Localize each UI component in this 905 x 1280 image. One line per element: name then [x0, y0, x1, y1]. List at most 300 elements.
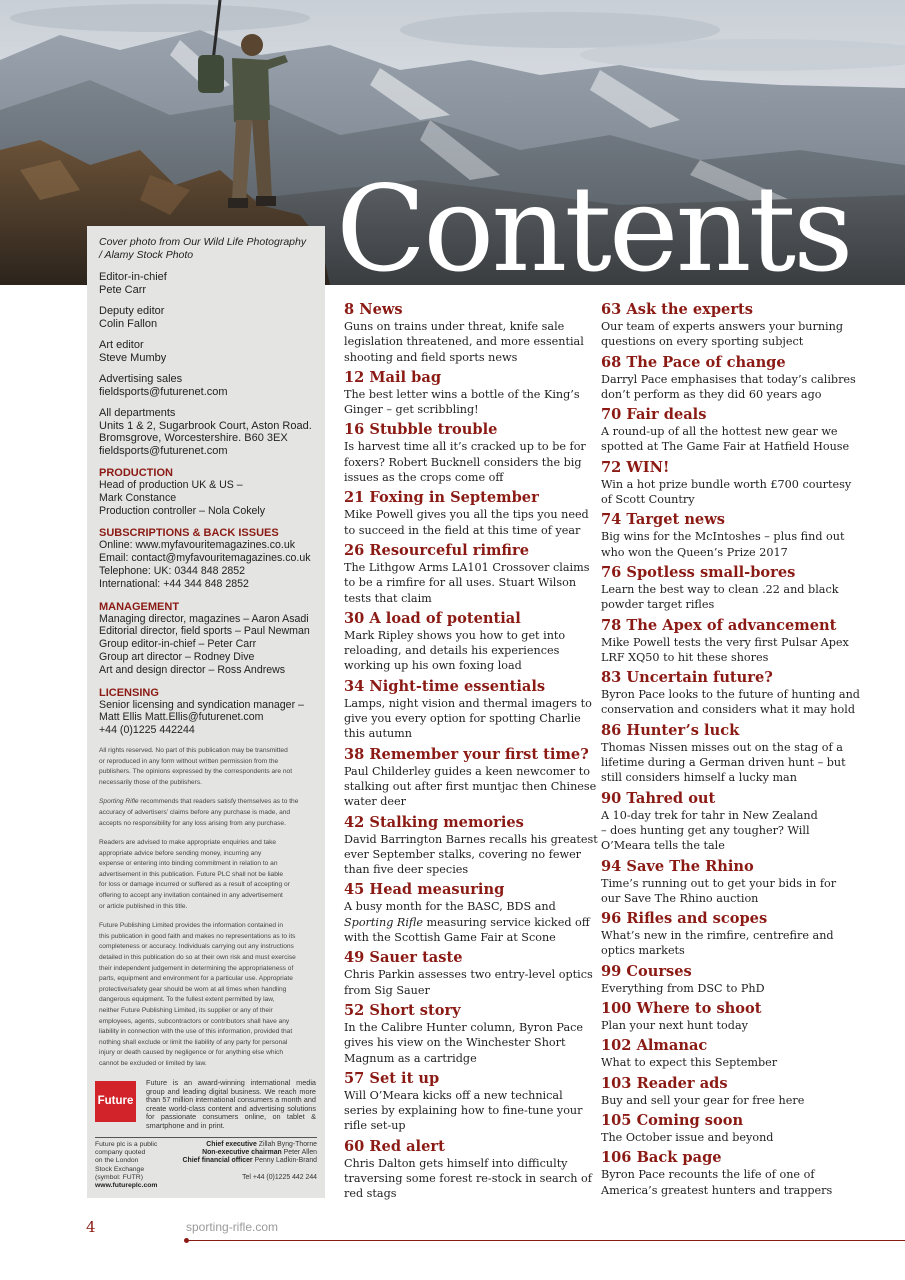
entry-description-line: In the Calibre Hunter column, Byron Pace [344, 1020, 583, 1034]
footer-website[interactable]: sporting-rifle.com [186, 1220, 279, 1234]
entry-page-number: 99 [601, 962, 622, 980]
legal-line: expense or entering into binding commitment in relation to an [99, 860, 278, 868]
contents-column-right [601, 301, 860, 1202]
page-title: Contents [336, 160, 851, 298]
entry-description [601, 477, 851, 508]
entry-heading[interactable] [601, 617, 851, 635]
entry-description [344, 764, 597, 810]
entry-heading[interactable] [601, 790, 851, 808]
entry-title: Short story [369, 1001, 461, 1019]
contents-entry[interactable] [601, 963, 851, 996]
entry-description-line: O’Meara tells the tale [601, 839, 725, 853]
entry-description-line: rifle set-up [344, 1119, 406, 1133]
entry-title: Night-time essentials [369, 677, 546, 695]
section-heading: MANAGEMENT [99, 600, 180, 613]
contents-entry[interactable] [344, 678, 594, 742]
entry-description-line: ever September stalks, covering no fewer [344, 847, 582, 861]
entry-heading[interactable] [601, 511, 851, 529]
entry-page-number: 86 [601, 721, 622, 739]
contents-entry[interactable] [601, 722, 851, 786]
entry-description [601, 424, 851, 455]
entry-page-number: 45 [344, 881, 365, 899]
entry-description-line: powder target rifles [601, 598, 715, 612]
entry-page-number: 38 [344, 745, 365, 763]
section-line: Art and design director – Ross Andrews [99, 663, 286, 676]
legal-line: or article published in this title. [99, 902, 188, 910]
entry-description-line: Learn the best way to clean .22 and black [601, 582, 839, 596]
entry-page-number: 106 [601, 1149, 632, 1167]
entry-description-line: The best letter wins a bottle of the King’s [344, 387, 580, 401]
entry-heading[interactable] [344, 678, 594, 696]
entry-title: Mail bag [369, 368, 442, 386]
entry-page-number: 8 [344, 301, 355, 318]
contents-entry[interactable] [601, 790, 851, 854]
exec-name: Penny Ladkin-Brand [254, 1157, 317, 1165]
entry-description-line: Our team of experts answers your burning [601, 320, 844, 333]
entry-description [344, 1088, 594, 1134]
entry-title: Sauer taste [369, 949, 463, 967]
entry-title: Almanac [636, 1037, 708, 1055]
entry-heading[interactable] [601, 722, 851, 740]
entry-description-line: Mike Powell tests the very first Pulsar Apex [601, 635, 849, 649]
entry-heading[interactable] [344, 489, 594, 507]
entry-description [344, 628, 594, 674]
entry-page-number: 96 [601, 910, 622, 928]
legal-line: publishers. The opinions expressed by the correspondents are not [99, 768, 293, 776]
contents-entry[interactable] [344, 881, 594, 945]
entry-description [601, 1018, 851, 1033]
exec-name: Peter Allen [283, 1149, 317, 1157]
legal-paragraph [99, 838, 314, 912]
entry-description-line: What to expect this September [601, 1056, 778, 1070]
entry-heading[interactable] [344, 1070, 594, 1088]
entry-description-line: – does hunting get any tougher? Will [601, 823, 810, 837]
contents-entry[interactable] [344, 1138, 594, 1202]
entry-title: Foxing in September [369, 489, 539, 507]
entry-title: Stalking memories [369, 813, 524, 831]
entry-heading[interactable] [601, 1000, 851, 1018]
contents-entry[interactable] [344, 813, 598, 878]
entry-title: Fair deals [626, 406, 707, 424]
contents-entry[interactable] [601, 511, 851, 560]
section-subscriptions [99, 527, 314, 590]
entry-page-number: 78 [601, 616, 622, 634]
entry-description [601, 740, 851, 786]
entry-heading[interactable] [344, 1002, 594, 1020]
contents-entry[interactable] [344, 610, 594, 674]
entry-description-line: Magnum as a cartridge [344, 1051, 477, 1065]
entry-title: Where to shoot [636, 1000, 762, 1018]
entry-description [601, 635, 851, 666]
entry-title: Hunter’s luck [626, 721, 740, 739]
entry-description-line: stalking out after first muntjac then Chinese [344, 779, 597, 793]
entry-description-line: Big wins for the McIntoshes – plus find out [601, 530, 845, 544]
entry-description [601, 529, 851, 560]
contents-entry[interactable] [344, 301, 594, 365]
entry-heading[interactable] [601, 1075, 851, 1093]
entry-description-line: A round-up of all the hottest new gear we [601, 425, 838, 439]
legal-paragraph [99, 746, 314, 788]
role-deputy-editor [99, 305, 314, 330]
entry-description [344, 696, 594, 742]
contents-entry[interactable] [601, 1149, 851, 1198]
exec-row [167, 1157, 317, 1165]
role-title: Art editor [99, 339, 144, 351]
contents-entry[interactable] [601, 353, 856, 403]
contents-entry[interactable] [344, 1002, 594, 1066]
section-production [99, 467, 314, 517]
entry-description [344, 439, 594, 485]
exec-name: Zillah Byng-Thorne [258, 1141, 317, 1148]
entry-description [344, 319, 594, 365]
entry-description [601, 1093, 851, 1108]
entry-heading[interactable] [601, 1112, 851, 1130]
entry-description-line: Buy and sell your gear for free here [601, 1093, 805, 1107]
contents-entry[interactable] [601, 669, 860, 718]
legal-line: liability in connection with the use of this information, provided that [99, 1028, 293, 1036]
role-email[interactable]: fieldsports@futurenet.com [99, 385, 228, 398]
footer-rule [186, 1240, 905, 1241]
entry-description-line: than five deer species [344, 863, 469, 877]
legal-line: advertisement in this publication. Future PLC shall not be liable [99, 870, 283, 878]
section-management [99, 601, 314, 677]
entry-title: Red alert [369, 1137, 445, 1155]
entry-page-number: 72 [601, 458, 622, 476]
entry-description-line: water deer [344, 795, 407, 809]
entry-description [601, 687, 860, 718]
legal-line: appropriate advice before sending money, incurring any [99, 849, 262, 857]
section-line: Group art director – Rodney Dive [99, 650, 255, 663]
entry-description-line: working up his own foxing load [344, 659, 522, 673]
plc-line: Stock Exchange [95, 1165, 145, 1173]
entry-heading[interactable] [601, 963, 851, 981]
contents-entry[interactable] [601, 910, 851, 959]
entry-description [601, 808, 851, 854]
entry-heading[interactable] [344, 746, 594, 764]
future-blurb: Future is an award-winning international media group and leading digital business. We reach more than 57 million international consumers a month and create world-class content and advertising solutions for passionate consumers online, on tablet & smartphone and in print. [146, 1078, 316, 1130]
section-line: International: +44 344 848 2852 [99, 577, 249, 590]
entry-title: Courses [626, 962, 692, 980]
entry-title: A load of potential [369, 609, 521, 627]
entry-description [344, 1156, 594, 1202]
entry-description-line: Chris Dalton gets himself into difficulty [344, 1156, 568, 1170]
entry-title: News [359, 301, 403, 318]
entry-description-line: legislation threatened, and more essential [344, 335, 584, 349]
section-line: Managing director, magazines – Aaron Asadi [99, 612, 309, 625]
entry-title: Target news [626, 511, 725, 529]
entry-description-line: Win a hot prize bundle worth £700 courtesy [601, 477, 852, 491]
entry-description-line: America’s greatest hunters and trappers [601, 1183, 833, 1197]
entry-heading[interactable] [601, 354, 851, 372]
entry-description-line: Mark Ripley shows you how to get into [344, 628, 566, 642]
contents-column-left [344, 301, 598, 1206]
exec-title: Chief financial officer [182, 1157, 253, 1165]
role-name: Pete Carr [99, 283, 147, 296]
legal-line: for loss or damage incurred or suffered as a result of accepting or [99, 881, 290, 889]
section-line[interactable]: Online: www.myfavouritemagazines.co.uk [99, 539, 296, 552]
section-line: Editorial director, field sports – Paul Newman [99, 625, 310, 638]
entry-description [601, 981, 851, 996]
section-line: Group editor-in-chief – Peter Carr [99, 638, 257, 651]
section-heading: SUBSCRIPTIONS & BACK ISSUES [99, 527, 279, 540]
contents-entry[interactable] [601, 1037, 851, 1070]
legal-line: offering to accept any invitation contained in any advertisement [99, 892, 283, 900]
contents-entry[interactable] [601, 459, 851, 508]
entry-title: Spotless small-bores [626, 563, 796, 581]
exec-row [167, 1149, 317, 1157]
entry-description [344, 832, 598, 878]
contents-entry[interactable] [344, 745, 597, 810]
entry-page-number: 42 [344, 813, 365, 831]
role-title: Deputy editor [99, 305, 165, 317]
entry-page-number: 83 [601, 669, 622, 687]
entry-heading[interactable] [601, 858, 851, 876]
plc-line: company quoted [95, 1149, 146, 1157]
entry-description-line: foxers? Robert Bucknell considers the big [344, 455, 582, 469]
entry-description-line: Is harvest time all it’s cracked up to be for [344, 440, 586, 454]
exec-title: Non-executive chairman [202, 1149, 282, 1157]
contents-entry[interactable] [344, 1070, 594, 1134]
legal-line: completeness or accuracy. Individuals carrying out any instructions [99, 943, 294, 951]
address-line: Units 1 & 2, Sugarbrook Court, Aston Road. [99, 419, 312, 432]
entry-description-line: who won the Queen’s Prize 2017 [601, 545, 788, 559]
entry-heading[interactable] [601, 459, 851, 477]
entry-heading[interactable] [344, 610, 594, 628]
future-logo: Future [95, 1081, 136, 1122]
legal-line: Readers are advised to make appropriate enquiries and take [99, 839, 277, 847]
future-website-link[interactable]: www.futureplc.com [95, 1182, 158, 1190]
exec-title: Chief executive [206, 1141, 257, 1148]
exec-row [167, 1141, 317, 1149]
section-line[interactable]: Matt Ellis Matt.Ellis@futurenet.com [99, 711, 264, 724]
legal-line: accepts no responsibility for any loss arising from any purchase. [99, 819, 286, 827]
entry-description-line: conservation and considers what it may hold [601, 703, 855, 717]
entry-heading[interactable] [601, 406, 851, 424]
entry-page-number: 49 [344, 949, 365, 967]
entry-description-line: Byron Pace recounts the life of one of [601, 1168, 815, 1182]
entry-description-line: shooting and field sports news [344, 350, 518, 364]
entry-description [601, 319, 851, 350]
entry-page-number: 30 [344, 609, 365, 627]
entry-page-number: 52 [344, 1001, 365, 1019]
address-line: Bromsgrove, Worcestershire. B60 3EX [99, 432, 288, 444]
entry-description-line: Ginger – get scribbling! [344, 403, 479, 417]
entry-page-number: 100 [601, 1000, 632, 1018]
entry-description-line: traversing some forest re-stock in search of [344, 1171, 592, 1185]
section-licensing [99, 687, 314, 737]
entry-page-number: 94 [601, 857, 622, 875]
entry-description-line: Mike Powell gives you all the tips you need [344, 508, 589, 522]
entry-description-line: What’s new in the rimfire, centrefire and [601, 929, 834, 943]
entry-description-line: Thomas Nissen misses out on the stag of a [601, 740, 843, 754]
entry-heading[interactable] [601, 1149, 851, 1167]
entry-description [601, 1167, 851, 1198]
section-heading: PRODUCTION [99, 467, 173, 479]
entry-heading[interactable] [344, 1138, 594, 1156]
entry-description-line: David Barrington Barnes recalls his greatest [344, 832, 598, 846]
contents-entry[interactable] [344, 949, 594, 998]
cover-credit-line: / Alamy Stock Photo [99, 249, 194, 261]
legal-line: detailed in this publication do so at their own risk and must exercise [99, 954, 296, 962]
entry-description-line: Lamps, night vision and thermal imagers to [344, 696, 592, 710]
legal-line: nothing shall exclude or limit the liability of any party for personal [99, 1038, 288, 1046]
entry-title: WIN! [626, 458, 670, 476]
entry-description-line: optics markets [601, 944, 685, 958]
entry-heading[interactable] [601, 669, 851, 687]
entry-page-number: 26 [344, 541, 365, 559]
entry-heading[interactable] [601, 1037, 851, 1055]
entry-title: Resourceful rimfire [369, 541, 530, 559]
entry-page-number: 102 [601, 1037, 632, 1055]
role-art-editor [99, 339, 314, 364]
entry-description-line: don’t perform as they did 60 years ago [601, 387, 822, 401]
entry-description-line: spotted at The Game Fair at Hatfield House [601, 440, 850, 454]
contents-entry[interactable] [344, 489, 594, 538]
cover-credit [99, 236, 314, 262]
entry-page-number: 70 [601, 406, 622, 424]
entry-description-line: tests that claim [344, 591, 432, 605]
legal-line: this publication in good faith and makes no representations as to its [99, 932, 296, 940]
role-editor-in-chief [99, 271, 314, 296]
section-line: Mark Constance [99, 491, 177, 504]
entry-description-line: questions on every sporting subject [601, 335, 804, 349]
entry-description-line: Paul Childerley guides a keen newcomer to [344, 764, 590, 778]
entry-description-line: Guns on trains under threat, knife sale [344, 320, 565, 333]
legal-line: accuracy of advertisers’ claims before any purchase is made, and [99, 808, 291, 816]
legal-line: parts, equipment and environment for a particular use. Appropriate [99, 975, 293, 983]
entry-description-line: red stags [344, 1187, 397, 1201]
entry-description-line: series by explaining how to fine-tune your [344, 1104, 583, 1118]
entry-heading[interactable] [601, 564, 851, 582]
divider [95, 1137, 317, 1138]
staff-box [87, 226, 325, 1198]
contents-entry[interactable] [601, 858, 851, 907]
entry-description-line: Everything from DSC to PhD [601, 981, 765, 995]
section-line: Production controller – Nola Cokely [99, 504, 266, 517]
section-heading: LICENSING [99, 686, 159, 699]
cover-credit-line: Cover photo from Our Wild Life Photography [99, 236, 307, 248]
entry-title: Remember your first time? [369, 745, 589, 763]
legal-paragraph [99, 797, 314, 829]
entry-heading[interactable] [344, 301, 594, 319]
entry-description-line: to be a rimfire for all uses. Stuart Wilson [344, 576, 577, 590]
role-email[interactable]: fieldsports@futurenet.com [99, 444, 228, 457]
entry-heading[interactable] [344, 814, 594, 832]
entry-title: Back page [636, 1149, 722, 1167]
contents-entry[interactable] [601, 564, 851, 613]
legal-line: dangerous equipment. To the fullest extent permitted by law, [99, 996, 275, 1004]
entry-description-line: issues as the crops come off [344, 471, 504, 485]
entry-description-line: The Lithgow Arms LA101 Crossover claims [344, 560, 590, 574]
entry-description-line: this autumn [344, 727, 412, 741]
entry-description-line: Sporting Rifle measuring service kicked off [344, 915, 590, 929]
entry-description-line: gives his view on the Winchester Short [344, 1036, 566, 1050]
entry-heading[interactable] [344, 542, 594, 560]
entry-description-line: A 10-day trek for tahr in New Zealand [601, 808, 818, 822]
entry-title: The Apex of advancement [626, 616, 837, 634]
entry-description-line: with the Scottish Game Fair at Scone [344, 931, 556, 945]
entry-description [601, 876, 851, 907]
entry-description-line: from Sig Sauer [344, 983, 430, 997]
entry-description [601, 1130, 851, 1145]
page-number: 4 [86, 1218, 96, 1236]
entry-description [601, 1055, 851, 1070]
entry-description [601, 372, 856, 403]
entry-title: Stubble trouble [369, 421, 498, 439]
contents-entry[interactable] [601, 1000, 851, 1033]
plc-line: Future plc is a public [95, 1141, 158, 1148]
executives [167, 1141, 317, 1182]
section-line: Telephone: UK: 0344 848 2852 [99, 564, 246, 577]
entry-title: Save The Rhino [626, 857, 754, 875]
contents-entry[interactable] [601, 1112, 851, 1145]
entry-heading[interactable] [601, 910, 851, 928]
legal-line: protective/safety gear should be worn at all times when handling [99, 985, 287, 993]
contents-entry[interactable] [344, 542, 594, 606]
section-line[interactable]: Email: contact@myfavouritemagazines.co.uk [99, 552, 311, 565]
entry-page-number: 16 [344, 421, 365, 439]
entry-description-line: Chris Parkin assesses two entry-level optics [344, 968, 593, 982]
legal-line: employees, agents, subcontractors or contributors shall have any [99, 1017, 290, 1025]
entry-description-line: Plan your next hunt today [601, 1019, 748, 1033]
entry-heading[interactable] [601, 301, 851, 319]
role-name: Colin Fallon [99, 317, 158, 330]
entry-title: Reader ads [636, 1074, 728, 1092]
entry-description-line: Will O’Meara kicks off a new technical [344, 1088, 563, 1102]
entry-heading[interactable] [344, 881, 594, 899]
legal-line: Future Publishing Limited provides the information contained in [99, 922, 283, 930]
plc-info [95, 1141, 173, 1190]
contents-entry[interactable] [601, 406, 851, 455]
entry-title: Head measuring [369, 881, 505, 899]
entry-description [344, 560, 594, 606]
entry-title: Set it up [369, 1069, 440, 1087]
entry-description [344, 387, 594, 418]
entry-description-line: still considers himself a lucky man [601, 771, 797, 785]
plc-line: on the London [95, 1157, 139, 1165]
section-line: +44 (0)1225 442244 [99, 724, 195, 737]
entry-heading[interactable] [344, 949, 594, 967]
role-title: Editor-in-chief [99, 271, 167, 283]
section-line: Head of production UK & US – [99, 479, 243, 491]
legal-line: neither Future Publishing Limited, its supplier or any of their [99, 1007, 273, 1015]
entry-title: Uncertain future? [626, 669, 773, 687]
entry-page-number: 12 [344, 368, 365, 386]
entry-description-line: Byron Pace looks to the future of hunting and [601, 688, 860, 702]
entry-page-number: 63 [601, 301, 622, 318]
entry-description-line: of Scott Country [601, 493, 695, 507]
entry-page-number: 21 [344, 489, 365, 507]
legal-line: their independent judgement in determining the appropriateness of [99, 964, 294, 972]
legal-paragraph [99, 921, 314, 1069]
entry-description [344, 967, 594, 998]
future-telephone: Tel +44 (0)1225 442 244 [242, 1173, 317, 1181]
contents-entry[interactable] [344, 421, 594, 485]
entry-description-line: The October issue and beyond [601, 1130, 774, 1144]
entry-description-line: reloading, and details his experiences [344, 644, 560, 658]
contents-entry[interactable] [601, 301, 851, 350]
entry-heading[interactable] [344, 369, 594, 387]
entry-title: Ask the experts [626, 301, 753, 318]
contents-entry[interactable] [344, 369, 594, 418]
contents-entry[interactable] [601, 617, 851, 666]
entry-page-number: 76 [601, 563, 622, 581]
contents-entry[interactable] [601, 1075, 851, 1108]
entry-heading[interactable] [344, 421, 594, 439]
role-title: All departments [99, 407, 176, 419]
entry-description-line: give you every option for spotting Charlie [344, 712, 581, 726]
legal-line: or reproduced in any form without written permission from the [99, 757, 279, 765]
